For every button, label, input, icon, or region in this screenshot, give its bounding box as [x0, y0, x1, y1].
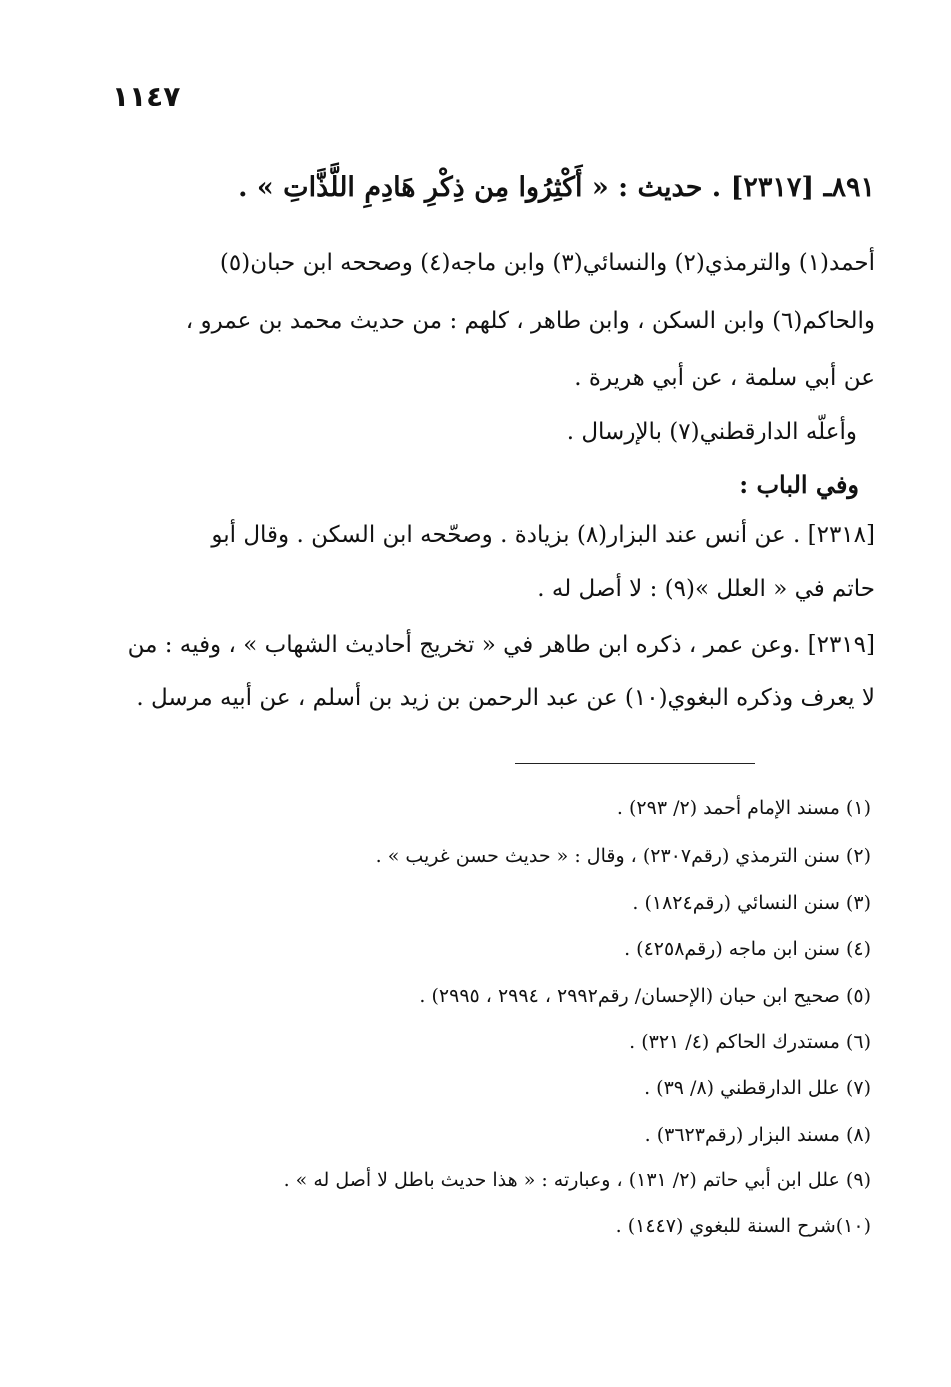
footnote-10: (١٠)شرح السنة للبغوي (١٤٤٧) . [615, 1215, 871, 1237]
footnote-2: (٢) سنن الترمذي (رقم٢٣٠٧) ، وقال : « حديث حسن غريب » . [375, 845, 871, 867]
section-title: وفي الباب : [739, 470, 859, 499]
footnote-3: (٣) سنن النسائي (رقم١٨٢٤) . [632, 892, 871, 914]
body-line-4: وأعلّه الدارقطني(٧) بالإرسال . [566, 419, 857, 445]
footnote-9: (٩) علل ابن أبي حاتم (٢/ ١٣١) ، وعبارته : « هذا حديث باطل لا أصل له » . [283, 1169, 871, 1191]
body-line-1: أحمد(١) والترمذي(٢) والنسائي(٣) وابن ماجه(٤) وصححه ابن حبان(٥) [219, 250, 875, 276]
body-line-6: حاتم في « العلل »(٩) : لا أصل له . [537, 576, 875, 602]
footnote-1: (١) مسند الإمام أحمد (٢/ ٢٩٣) . [616, 797, 871, 819]
footnote-5: (٥) صحيح ابن حبان (الإحسان/ رقم٢٩٩٢ ، ٢٩٩٤ ، ٢٩٩٥) . [419, 985, 871, 1007]
footnote-divider [515, 763, 755, 764]
footnote-7: (٧) علل الدارقطني (٨/ ٣٩) . [644, 1077, 871, 1099]
body-line-3: عن أبي سلمة ، عن أبي هريرة . [574, 365, 875, 391]
body-line-5: [٢٣١٨] . عن أنس عند البزار(٨) بزيادة . وصحّحه ابن السكن . وقال أبو [211, 522, 875, 548]
body-line-2: والحاكم(٦) وابن السكن ، وابن طاهر ، كلهم : من حديث محمد بن عمرو ، [185, 308, 875, 334]
body-line-7: [٢٣١٩] .وعن عمر ، ذكره ابن طاهر في « تخريج أحاديث الشهاب » ، وفيه : من [127, 632, 875, 658]
body-line-8: لا يعرف وذكره البغوي(١٠) عن عبد الرحمن بن زيد بن أسلم ، عن أبيه مرسل . [136, 685, 875, 711]
footnote-6: (٦) مستدرك الحاكم (٤/ ٣٢١) . [629, 1031, 871, 1053]
hadith-heading: ٨٩١ـ [٢٣١٧] . حديث : « أَكْثِرُوا مِن ذِكْرِ هَادِمِ اللَّذَّاتِ » . [238, 172, 875, 203]
footnote-4: (٤) سنن ابن ماجه (رقم٤٢٥٨) . [624, 938, 871, 960]
footnote-8: (٨) مسند البزار (رقم٣٦٢٣) . [644, 1124, 871, 1146]
page-number: ١١٤٧ [112, 80, 181, 113]
